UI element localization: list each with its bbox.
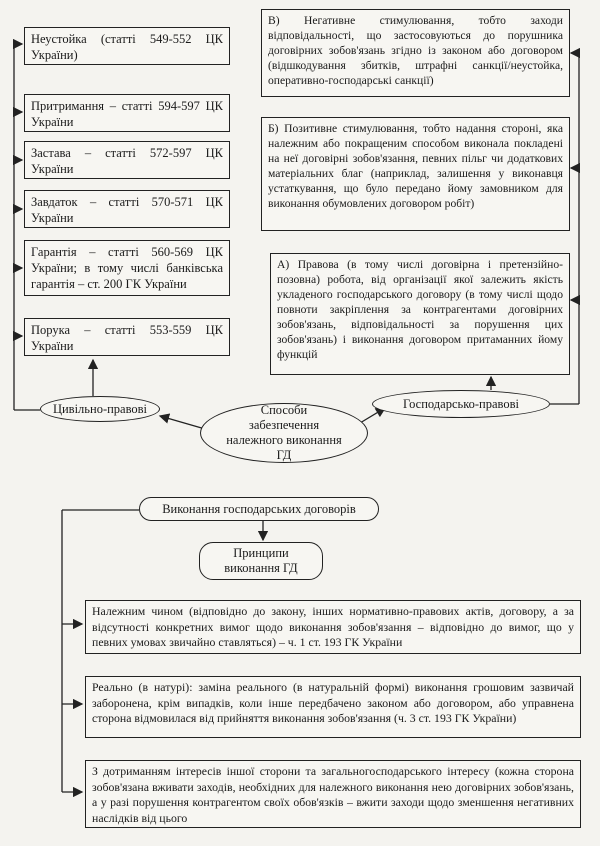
- principles-pill: Принципи виконання ГД: [199, 542, 323, 580]
- item-positive-stimulation: Б) Позитивне стимулювання, тобто надання стороні, яка належним або покращеним способом виконала покладені на неї договірні зобов'язання, певних пільг чи додаткових матеріальних благ (наприклад, залишення у виконавця устаткування, що було передано йому замовником для виконання обумовлених договором робіт): [261, 117, 570, 231]
- item-zastava: Застава – статті 572-597 ЦК України: [24, 141, 230, 179]
- civil-law-oval: Цивільно-правові: [40, 396, 160, 422]
- item-legal-work: А) Правова (в тому числі договірна і претензійно-позовна) робота, від організації якої залежить якість укладеного господарського договору (в тому числі щодо повноти закріплення за контрагентами договірних зобов'язань, відповідальності за порушення цих зобов'язань) і виконання договором притаманних йому функцій: [270, 253, 570, 375]
- principle-proper-manner: Належним чином (відповідно до закону, інших нормативно-правових актів, договору, а за відсутності конкретних вимог щодо виконання зобов'язання – відповідно до вимог, що у певних умовах звичайно ставляться) – ч. 1 ст. 193 ГК України: [85, 600, 581, 654]
- item-prytrymannia: Притримання – статті 594-597 ЦК України: [24, 94, 230, 132]
- item-neustoika: Неустойка (статті 549-552 ЦК України): [24, 27, 230, 65]
- item-negative-stimulation: В) Негативне стимулювання, тобто заходи відповідальності, що застосовуються до порушника договірних зобов'язань згідно із законом або договором (відшкодування збитків, штрафні санкції/неустойка, оперативно-господарські санкції): [261, 9, 570, 97]
- item-poruka: Порука – статті 553-559 ЦК України: [24, 318, 230, 356]
- principle-real-performance: Реально (в натурі): заміна реального (в натуральній формі) виконання грошовим зазвичай заборонена, крім випадків, коли інше передбачено законом або договором, або управнена сторона відмовилася від прийняття виконання зобов'язання (ч. 3 ст. 193 ГК України): [85, 676, 581, 738]
- item-harantiia: Гарантія – статті 560-569 ЦК України; в тому числі банківська гарантія – ст. 200 ГК України: [24, 240, 230, 296]
- item-zavdatok: Завдаток – статті 570-571 ЦК України: [24, 190, 230, 228]
- commercial-law-oval: Господарсько-правові: [372, 390, 550, 418]
- principle-interests: З дотриманням інтересів іншої сторони та загальногосподарського інтересу (кожна сторона зобов'язана вживати заходів, необхідних для належного виконання нею договірних зобов'язань, а у разі порушення контрагентом своїх обов'язків – вжити заходи щодо зменшення негативних наслідків від цього: [85, 760, 581, 828]
- performance-header: Виконання господарських договорів: [139, 497, 379, 521]
- securing-methods-oval: Способи забезпечення належного виконання ГД: [200, 403, 368, 463]
